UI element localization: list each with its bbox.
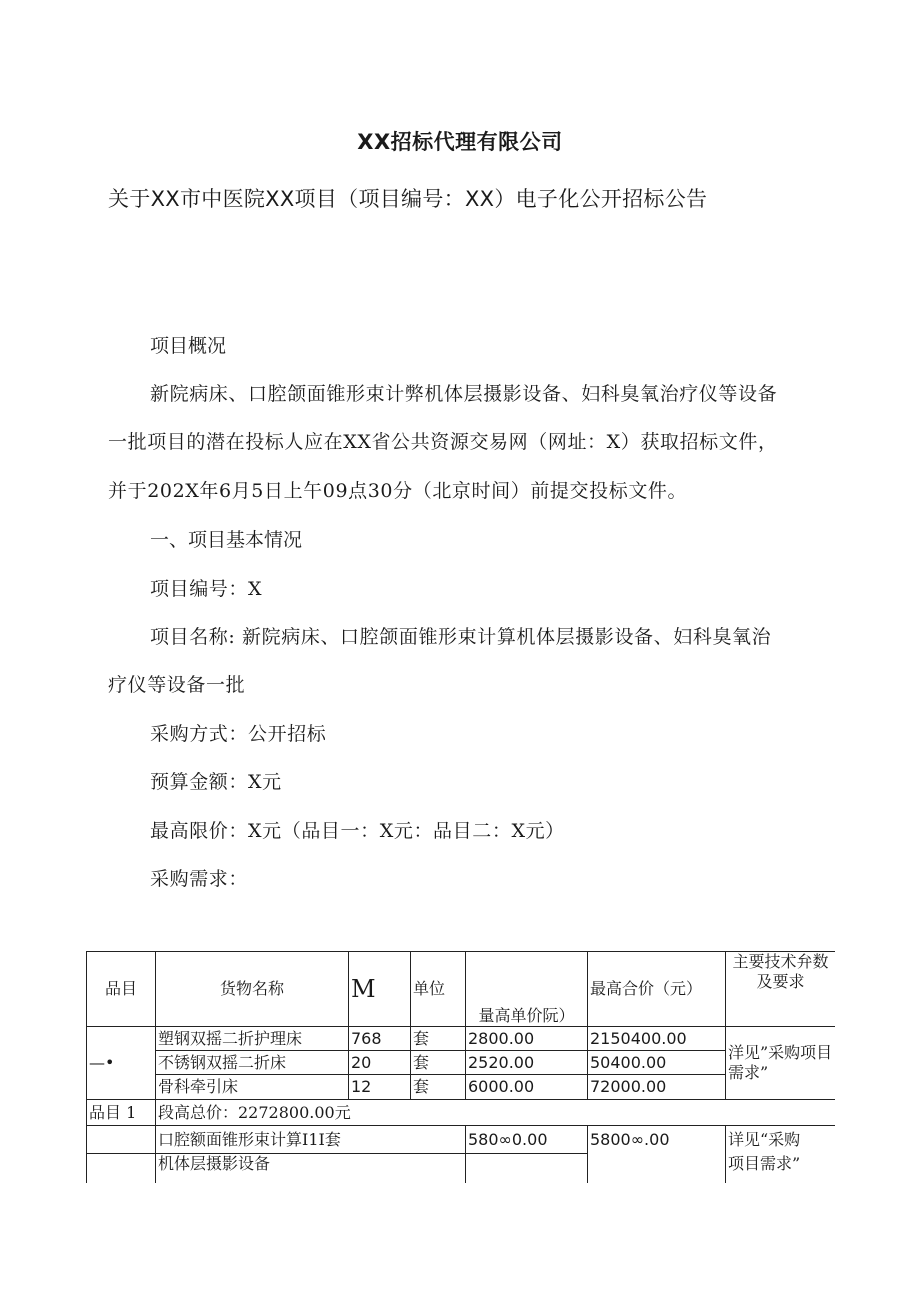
row1-goods: 塑钢双摇二折护理床 bbox=[156, 1027, 349, 1051]
subtotal-label: 品目 1 bbox=[87, 1100, 156, 1126]
header-unit: 单位 bbox=[411, 952, 466, 1027]
row2-total: 50400.00 bbox=[588, 1051, 726, 1075]
project-name-line-1: 项目名称: 新院病床、口腔颌面锥形束计算机体层摄影设备、妇科臭氧治 bbox=[150, 626, 772, 648]
header-requirements: 主要技术弁数及要求 bbox=[726, 952, 836, 1027]
row3-qty: 12 bbox=[349, 1075, 411, 1100]
project-number: 项目编号：X bbox=[150, 578, 263, 600]
header-unit-price: 量高单价阮） bbox=[466, 952, 588, 1027]
row2-goods: 不锈钢双摇二折床 bbox=[156, 1051, 349, 1075]
group1-requirements: 洋见”采购项目需求” bbox=[726, 1027, 836, 1100]
notice-title: 关于XX市中医院XX项目（项目编号：XX）电子化公开招标公告 bbox=[108, 187, 708, 211]
budget-amount: 预算金额：X元 bbox=[150, 771, 282, 793]
row3-unit: 套 bbox=[411, 1075, 466, 1100]
row5-goods: 机体层摄影设备 bbox=[156, 1154, 466, 1184]
row3-price: 6000.00 bbox=[466, 1075, 588, 1100]
row5-requirements: 项目需求” bbox=[726, 1154, 836, 1184]
row4-requirements: 详见“采购 bbox=[726, 1126, 836, 1154]
header-goods: 货物名称 bbox=[156, 952, 349, 1027]
table-row-subtotal bbox=[87, 1100, 836, 1126]
row4-total: 5800∞.00 bbox=[588, 1126, 726, 1154]
table-row bbox=[87, 1154, 836, 1184]
table-header-row bbox=[87, 952, 836, 1027]
header-quantity: M bbox=[349, 952, 411, 1027]
row5-item bbox=[87, 1154, 156, 1184]
table-row bbox=[87, 1075, 836, 1100]
row1-qty: 768 bbox=[349, 1027, 411, 1051]
row1-total: 2150400.00 bbox=[588, 1027, 726, 1051]
section1-heading: 一、项目基本情况 bbox=[150, 529, 303, 551]
table-row bbox=[87, 1051, 836, 1075]
procurement-method: 采购方式：公开招标 bbox=[150, 723, 327, 745]
row2-price: 2520.00 bbox=[466, 1051, 588, 1075]
row5-total bbox=[588, 1154, 726, 1184]
table-row bbox=[87, 1126, 836, 1154]
procurement-table-wrapper bbox=[86, 951, 835, 1183]
row1-unit: 套 bbox=[411, 1027, 466, 1051]
overview-line-1: 新院病床、口腔颌面锥形束计弊机体层摄影设备、妇科臭氧治疗仪等设备 bbox=[150, 383, 778, 405]
subtotal-value: 段高总价：2272800.00元 bbox=[156, 1100, 836, 1126]
group1-label: —• bbox=[87, 1027, 156, 1100]
procurement-demand: 采购需求： bbox=[150, 868, 249, 890]
row3-goods: 骨科牵引床 bbox=[156, 1075, 349, 1100]
row2-qty: 20 bbox=[349, 1051, 411, 1075]
row4-goods: 口腔额面锥形束计算I1I套 bbox=[156, 1126, 466, 1154]
row3-total: 72000.00 bbox=[588, 1075, 726, 1100]
row5-price bbox=[466, 1154, 588, 1184]
procurement-table bbox=[86, 951, 835, 1183]
row4-item bbox=[87, 1126, 156, 1154]
overview-line-2: 一批项目的潜在投标人应在XX省公共资源交易网（网址：X）获取招标文件， bbox=[108, 431, 778, 453]
company-title: XX招标代理有限公司 bbox=[357, 130, 563, 154]
max-price: 最高限价：X元（品目一：X元：品目二：X元） bbox=[150, 820, 565, 842]
row1-price: 2800.00 bbox=[466, 1027, 588, 1051]
header-item: 品目 bbox=[87, 952, 156, 1027]
table-row bbox=[87, 1027, 836, 1051]
header-total: 最高合价（元） bbox=[588, 952, 726, 1027]
row4-price: 580∞0.00 bbox=[466, 1126, 588, 1154]
row2-unit: 套 bbox=[411, 1051, 466, 1075]
project-name-line-2: 疗仪等设备一批 bbox=[108, 674, 246, 696]
overview-heading: 项目概况 bbox=[150, 335, 227, 357]
overview-line-3: 并于202X年6月5日上午09点30分（北京时间）前提交投标文件。 bbox=[108, 480, 688, 502]
